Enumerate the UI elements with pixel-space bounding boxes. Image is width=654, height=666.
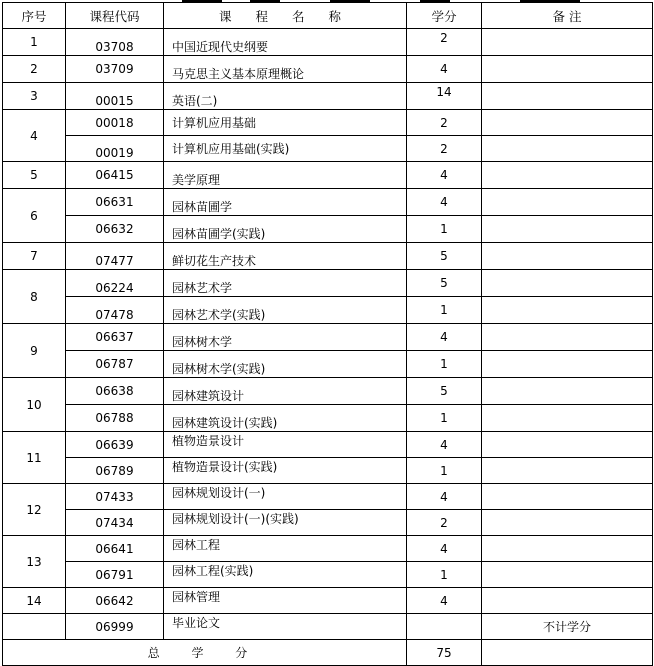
- table-row: [3, 297, 653, 324]
- course-code-cell: [66, 351, 164, 378]
- credit-cell-text: 5: [440, 249, 448, 263]
- note-cell: [482, 536, 653, 562]
- course-code-cell-text: 00018: [95, 115, 134, 130]
- course-name-cell: [164, 405, 407, 432]
- seq-cell: 5: [3, 162, 66, 189]
- course-name-cell: [164, 136, 407, 162]
- note-cell: [482, 56, 653, 83]
- course-name-cell-text: 园林工程: [172, 537, 221, 552]
- table-row: [3, 510, 653, 536]
- credit-cell-text: 1: [440, 357, 448, 371]
- course-name-cell-text: 鲜切花生产技术: [172, 254, 257, 268]
- seq-cell: 1: [3, 29, 66, 56]
- credit-cell: [407, 510, 482, 536]
- credit-cell-text: 2: [440, 141, 448, 156]
- course-code-cell-text: 06639: [95, 437, 134, 452]
- credit-cell: [407, 136, 482, 162]
- credit-cell: [407, 458, 482, 484]
- course-name-cell-text: 美学原理: [172, 173, 221, 187]
- course-code-cell: [66, 29, 164, 56]
- course-code-cell: [66, 458, 164, 484]
- course-name-cell-text: 中国近现代史纲要: [172, 40, 269, 54]
- table-row: [3, 458, 653, 484]
- credit-cell: [407, 270, 482, 297]
- note-cell: [482, 588, 653, 614]
- seq-cell: 9: [3, 324, 66, 378]
- course-name-cell: [164, 378, 407, 405]
- course-name-cell: [164, 536, 407, 562]
- note-cell: [482, 562, 653, 588]
- course-name-cell-text: 园林规划设计(一): [172, 485, 266, 500]
- seq-cell: [3, 614, 66, 640]
- credit-cell: [407, 162, 482, 189]
- note-cell: [482, 110, 653, 136]
- credit-cell: [407, 243, 482, 270]
- table-row: [3, 562, 653, 588]
- note-cell: [482, 405, 653, 432]
- table-row: [3, 432, 653, 458]
- course-name-cell-text: 园林艺术学(实践): [172, 308, 266, 322]
- table-row: [3, 588, 653, 614]
- credit-cell: [407, 29, 482, 56]
- credit-cell: [407, 56, 482, 83]
- course-name-cell: [164, 243, 407, 270]
- course-code-cell-text: 06787: [95, 357, 134, 371]
- note-cell: [482, 83, 653, 110]
- course-code-cell-text: 00019: [95, 146, 134, 160]
- credit-cell-text: 4: [440, 489, 448, 504]
- seq-cell: 6: [3, 189, 66, 243]
- credit-cell-text: 4: [440, 168, 448, 182]
- credit-cell: [407, 351, 482, 378]
- table-row: [3, 83, 653, 110]
- course-code-cell-text: 06788: [95, 411, 134, 425]
- seq-cell: 3: [3, 83, 66, 110]
- course-code-cell: [66, 324, 164, 351]
- table-row: [3, 378, 653, 405]
- course-code-cell: [66, 536, 164, 562]
- total-label: 总 学 分: [3, 640, 407, 666]
- course-name-cell: [164, 484, 407, 510]
- seq-cell: 14: [3, 588, 66, 614]
- course-name-cell: [164, 270, 407, 297]
- course-name-cell: [164, 56, 407, 83]
- credit-cell-text: 4: [440, 195, 448, 209]
- course-code-cell: [66, 614, 164, 640]
- note-cell-text: 不计学分: [542, 620, 591, 634]
- note-cell: [482, 351, 653, 378]
- course-name-cell: [164, 83, 407, 110]
- table-row: [3, 136, 653, 162]
- course-code-cell: [66, 297, 164, 324]
- header-note: 备 注: [482, 3, 653, 29]
- course-code-cell: [66, 110, 164, 136]
- course-code-cell: [66, 270, 164, 297]
- table-row: [3, 216, 653, 243]
- course-name-cell: [164, 216, 407, 243]
- credit-cell: [407, 484, 482, 510]
- course-name-cell-text: 植物造景设计: [172, 433, 245, 448]
- credit-cell-text: 14: [436, 84, 452, 99]
- course-code-cell-text: 06638: [95, 384, 134, 398]
- course-code-cell: [66, 432, 164, 458]
- credit-cell-text: 1: [440, 567, 448, 582]
- seq-cell: 8: [3, 270, 66, 324]
- course-name-cell: [164, 562, 407, 588]
- course-name-cell: [164, 351, 407, 378]
- note-cell: [482, 29, 653, 56]
- table-row: [3, 162, 653, 189]
- seq-cell: 10: [3, 378, 66, 432]
- course-plan-table: [2, 2, 653, 666]
- course-name-cell-text: 园林树木学: [172, 335, 233, 349]
- course-code-cell-text: 03709: [95, 62, 134, 76]
- header-row: [3, 3, 653, 29]
- seq-cell: 7: [3, 243, 66, 270]
- course-name-cell-text: 马克思主义基本原理概论: [172, 67, 305, 81]
- course-name-cell-text: 园林建筑设计(实践): [172, 416, 278, 430]
- course-name-cell: [164, 110, 407, 136]
- course-name-cell-text: 园林工程(实践): [172, 563, 254, 578]
- total-note: [482, 640, 653, 666]
- course-name-cell: [164, 458, 407, 484]
- note-cell: [482, 432, 653, 458]
- credit-cell-text: 2: [440, 115, 448, 130]
- course-code-cell: [66, 243, 164, 270]
- course-code-cell-text: 06637: [95, 330, 134, 344]
- table-row: [3, 351, 653, 378]
- note-cell: [482, 136, 653, 162]
- course-name-cell-text: 园林苗圃学: [172, 200, 233, 214]
- table-row: [3, 484, 653, 510]
- credit-cell: [407, 432, 482, 458]
- header-seq: 序号: [3, 3, 66, 29]
- credit-cell: [407, 536, 482, 562]
- course-code-cell: [66, 136, 164, 162]
- course-code-cell-text: 06632: [95, 222, 134, 236]
- credit-cell: [407, 297, 482, 324]
- credit-cell: [407, 562, 482, 588]
- course-code-cell-text: 06224: [95, 280, 134, 295]
- course-code-cell-text: 06999: [95, 619, 134, 634]
- course-name-cell-text: 园林建筑设计: [172, 389, 245, 403]
- note-cell: [482, 510, 653, 536]
- table-row: [3, 56, 653, 83]
- course-code-cell: [66, 378, 164, 405]
- note-cell: [482, 243, 653, 270]
- course-name-cell-text: 植物造景设计(实践): [172, 459, 278, 474]
- course-code-cell-text: 06789: [95, 463, 134, 478]
- course-code-cell: [66, 484, 164, 510]
- seq-cell: 13: [3, 536, 66, 588]
- table-row: [3, 29, 653, 56]
- note-cell: [482, 297, 653, 324]
- credit-cell: [407, 405, 482, 432]
- table-row: [3, 405, 653, 432]
- credit-cell-text: 4: [440, 330, 448, 344]
- credit-cell-text: 4: [440, 437, 448, 452]
- credit-cell-text: 1: [440, 303, 448, 317]
- course-code-cell-text: 06642: [95, 593, 134, 608]
- course-name-cell: [164, 297, 407, 324]
- course-code-cell-text: 07433: [95, 489, 134, 504]
- course-name-cell-text: 计算机应用基础(实践): [172, 142, 290, 156]
- course-code-cell: [66, 562, 164, 588]
- credit-cell: [407, 110, 482, 136]
- credit-cell-text: 1: [440, 463, 448, 478]
- credit-cell: [407, 588, 482, 614]
- note-cell: [482, 614, 653, 640]
- table-row: [3, 110, 653, 136]
- credit-cell-text: 2: [440, 515, 448, 530]
- credit-cell-text: 5: [440, 276, 448, 290]
- course-code-cell-text: 03708: [95, 39, 134, 54]
- total-credit: 75: [407, 640, 482, 666]
- credit-cell: [407, 378, 482, 405]
- course-code-cell: [66, 83, 164, 110]
- header-credit: 学分: [407, 3, 482, 29]
- header-name: 课 程 名 称: [164, 3, 407, 29]
- credit-cell: [407, 614, 482, 640]
- course-name-cell-text: 计算机应用基础: [172, 116, 257, 130]
- note-cell: [482, 458, 653, 484]
- course-name-cell: [164, 510, 407, 536]
- table-row: [3, 189, 653, 216]
- course-name-cell-text: 园林规划设计(一)(实践): [172, 511, 299, 526]
- course-code-cell: [66, 510, 164, 536]
- seq-cell: 4: [3, 110, 66, 162]
- note-cell: [482, 378, 653, 405]
- course-name-cell-text: 毕业论文: [172, 615, 221, 630]
- credit-cell: [407, 189, 482, 216]
- course-code-cell-text: 07478: [95, 307, 134, 322]
- course-name-cell-text: 园林管理: [172, 589, 221, 604]
- course-code-cell-text: 06631: [95, 195, 134, 209]
- course-code-cell: [66, 56, 164, 83]
- credit-cell-text: 4: [440, 541, 448, 556]
- credit-cell-text: 1: [440, 411, 448, 425]
- course-name-cell: [164, 614, 407, 640]
- credit-cell-text: 2: [440, 30, 448, 45]
- credit-cell: [407, 324, 482, 351]
- note-cell: [482, 324, 653, 351]
- course-name-cell: [164, 324, 407, 351]
- course-code-cell-text: 06641: [95, 541, 134, 556]
- note-cell: [482, 162, 653, 189]
- course-name-cell-text: 园林艺术学: [172, 281, 233, 295]
- course-name-cell-text: 园林苗圃学(实践): [172, 227, 266, 241]
- credit-cell-text: 4: [440, 62, 448, 76]
- header-code: 课程代码: [66, 3, 164, 29]
- course-name-cell-text: 园林树木学(实践): [172, 362, 266, 376]
- credit-cell: [407, 83, 482, 110]
- course-name-cell-text: 英语(二): [172, 94, 218, 108]
- course-code-cell: [66, 588, 164, 614]
- course-code-cell-text: 07477: [95, 253, 134, 268]
- seq-cell: 12: [3, 484, 66, 536]
- credit-cell: [407, 216, 482, 243]
- note-cell: [482, 484, 653, 510]
- course-code-cell-text: 00015: [95, 93, 134, 108]
- course-code-cell: [66, 189, 164, 216]
- course-name-cell: [164, 162, 407, 189]
- note-cell: [482, 216, 653, 243]
- course-name-cell: [164, 588, 407, 614]
- course-code-cell-text: 06415: [95, 168, 134, 182]
- course-name-cell: [164, 29, 407, 56]
- course-name-cell: [164, 189, 407, 216]
- course-name-cell: [164, 432, 407, 458]
- course-code-cell-text: 06791: [95, 567, 134, 582]
- course-code-cell: [66, 405, 164, 432]
- credit-cell-text: 1: [440, 222, 448, 236]
- table-row: [3, 536, 653, 562]
- course-code-cell: [66, 216, 164, 243]
- note-cell: [482, 270, 653, 297]
- table-row: [3, 270, 653, 297]
- note-cell: [482, 189, 653, 216]
- table-row: [3, 324, 653, 351]
- credit-cell-text: 4: [440, 593, 448, 608]
- course-code-cell-text: 07434: [95, 515, 134, 530]
- seq-cell: 2: [3, 56, 66, 83]
- table-row: [3, 614, 653, 640]
- course-code-cell: [66, 162, 164, 189]
- total-row: [3, 640, 653, 666]
- seq-cell: 11: [3, 432, 66, 484]
- credit-cell-text: 5: [440, 384, 448, 398]
- table-row: [3, 243, 653, 270]
